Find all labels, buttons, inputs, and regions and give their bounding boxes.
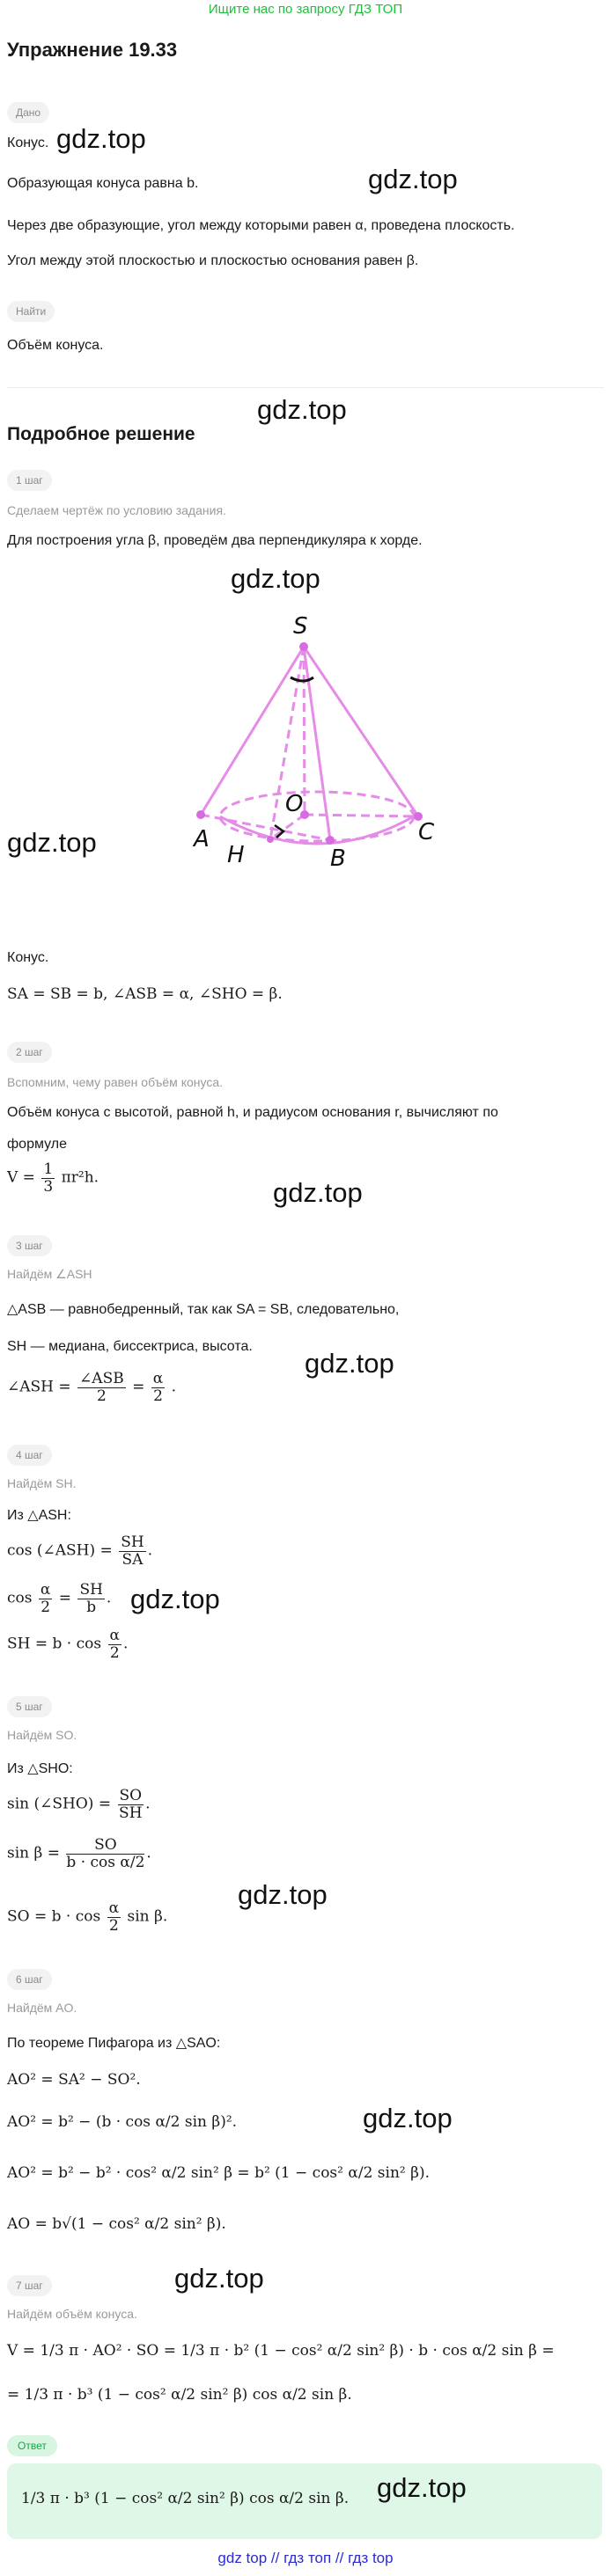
step6-note: Найдём AO. (7, 2001, 77, 2015)
step6-line4: AO = b√(1 − cos² α/2 sin² β). (7, 2215, 226, 2233)
step1-after1: Конус. (7, 950, 49, 965)
step6-line2: AO² = b² − (b · cos α/2 sin β)². (7, 2113, 238, 2131)
step3-text2: SH — медиана, биссектриса, высота. (7, 1339, 253, 1354)
watermark: gdz.top (363, 2103, 453, 2133)
label-C: C (418, 819, 435, 845)
given-line2: Образующая конуса равна b. (7, 176, 199, 191)
answer-box (7, 2463, 602, 2539)
step1-text: Для построения угла β, проведём два перпендикуляра к хорде. (7, 533, 423, 548)
step2-note: Вспомним, чему равен объём конуса. (7, 1075, 224, 1089)
step3-text1: △ASB — равнобедренный, так как SA = SB, следовательно, (7, 1302, 400, 1317)
step3-formula: ∠ASH = $\frac{\text{∠ASB}}{2}$ = $\frac{\alpha}{2}$ . (7, 1370, 177, 1405)
page-title: Упражнение 19.33 (7, 39, 178, 61)
step4-note: Найдём SH. (7, 1476, 77, 1490)
step1-note: Сделаем чертёж по условию задания. (7, 503, 226, 517)
step3-badge: 3 шаг (7, 1235, 52, 1256)
label-S: S (293, 613, 308, 640)
step7-line2: = 1/3 π · b³ (1 − cos² α/2 sin² β) cos α/2 sin β. (7, 2386, 352, 2404)
watermark: gdz.top (377, 2472, 467, 2503)
watermark: gdz.top (368, 164, 458, 194)
step3-note: Найдём ∠ASH (7, 1267, 92, 1281)
find-badge: Найти (7, 301, 55, 322)
step2-badge: 2 шаг (7, 1042, 52, 1063)
given-badge: Дано (7, 102, 49, 123)
step2-formula (7, 1161, 99, 1195)
label-A: A (194, 826, 210, 853)
given-line1: Конус. (7, 135, 49, 150)
watermark: gdz.top (257, 394, 347, 425)
step5-line1: sin (∠SHO) = $\frac{SO}{SH}$ . (7, 1787, 151, 1822)
watermark: gdz.top (7, 827, 97, 858)
label-B: B (330, 845, 346, 872)
answer-badge: Ответ (7, 2435, 57, 2456)
step1-after2: SA = SB = b, ∠ASB = α, ∠SHO = β. (7, 985, 283, 1003)
formula-lhs: V = (7, 1168, 35, 1187)
formula-rhs: πr²h. (61, 1168, 99, 1187)
step2-text2: формуле (7, 1137, 68, 1152)
step2-text1: Объём конуса с высотой, равной h, и радиусом основания r, вычисляют по (7, 1105, 498, 1120)
step7-badge: 7 шаг (7, 2275, 52, 2296)
step7-note: Найдём объём конуса. (7, 2307, 137, 2321)
watermark: gdz.top (305, 1348, 394, 1379)
footer-links[interactable]: gdz top // гдз топ // гдз top (217, 2550, 394, 2566)
find-text: Объём конуса. (7, 338, 104, 353)
step5-badge: 5 шаг (7, 1696, 52, 1717)
fraction: $\frac{1}{3}$ (43, 1160, 54, 1196)
top-banner[interactable]: Ищите нас по запросу ГДЗ ТОП (208, 2, 403, 17)
step6-badge: 6 шаг (7, 1969, 52, 1990)
step1-badge: 1 шаг (7, 470, 52, 491)
step6-line1: AO² = SA² − SO². (7, 2071, 141, 2089)
step6-line3: AO² = b² − b² · cos² α/2 sin² β = b² (1 − cos² α/2 sin² β). (7, 2164, 430, 2182)
step5-line3: SO = b · cos $\frac{\alpha}{2}$ sin β. (7, 1899, 168, 1935)
step4-line1: cos (∠ASH) = $\frac{SH}{SA}$ . (7, 1533, 153, 1569)
watermark: gdz.top (231, 563, 320, 594)
answer-text: 1/3 π · b³ (1 − cos² α/2 sin² β) cos α/2 sin β. (21, 2490, 350, 2507)
given-line3: Через две образующие, угол между которыми равен α, проведена плоскость. (7, 218, 515, 233)
watermark: gdz.top (238, 1879, 328, 1910)
watermark: gdz.top (56, 123, 146, 154)
step4-text: Из △ASH: (7, 1508, 71, 1523)
step4-line3: SH = b · cos $\frac{\alpha}{2}$ . (7, 1627, 129, 1662)
given-line4: Угол между этой плоскостью и плоскостью основания равен β. (7, 253, 419, 268)
step5-text: Из △SHO: (7, 1761, 73, 1776)
step7-line1: V = 1/3 π · AO² · SO = 1/3 π · b² (1 − cos² α/2 sin² β) · b · cos α/2 sin β = (7, 2342, 555, 2360)
step5-note: Найдём SO. (7, 1728, 77, 1742)
step4-badge: 4 шаг (7, 1445, 52, 1466)
step6-text: По теореме Пифагора из △SAO: (7, 2036, 221, 2051)
cone-diagram (176, 607, 458, 889)
solution-title: Подробное решение (7, 424, 195, 444)
step4-line2: cos $\frac{\alpha}{2}$ = $\frac{SH}{b}$ . (7, 1581, 112, 1616)
watermark: gdz.top (273, 1177, 363, 1208)
step5-line2: sin β = $\frac{SO}{\text{b · cos α/2}}$ . (7, 1836, 151, 1871)
divider (7, 387, 604, 388)
label-H: H (227, 842, 245, 868)
watermark: gdz.top (130, 1584, 220, 1614)
watermark: gdz.top (174, 2263, 264, 2294)
label-O: O (285, 791, 304, 817)
